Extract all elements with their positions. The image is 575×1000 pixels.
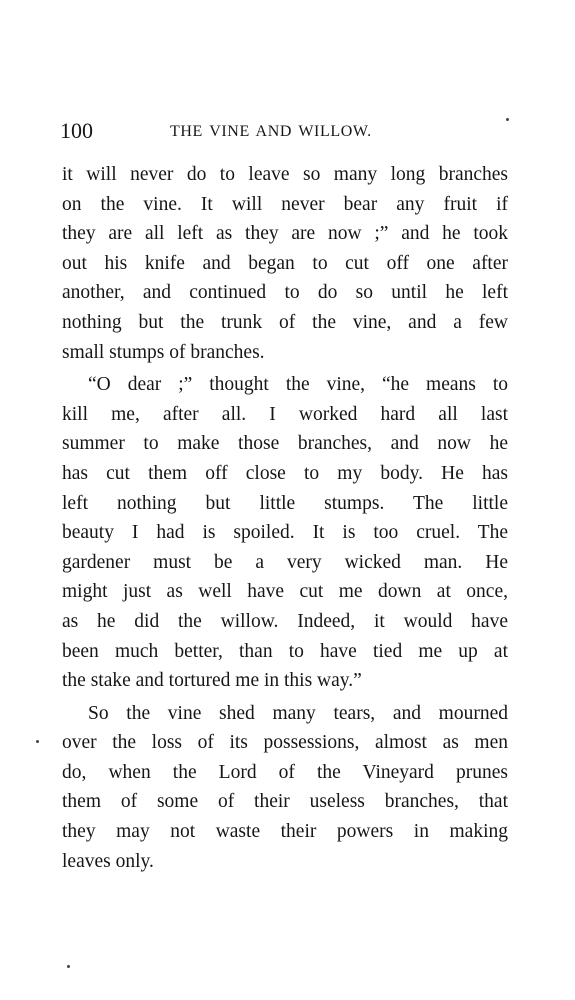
page-number: 100: [60, 118, 93, 143]
text-line: beauty I had is spoiled. It is too cruel. The: [62, 522, 508, 544]
text-line: out his knife and began to cut off one after: [62, 252, 508, 274]
text-line: gardener must be a very wicked man. He: [62, 551, 508, 573]
text-line: them of some of their useless branches, that: [62, 791, 508, 813]
text-line: has cut them off close to my body. He has: [62, 462, 508, 484]
text-line: might just as well have cut me down at once,: [62, 581, 508, 603]
text-line: they may not waste their powers in making: [62, 821, 508, 843]
text-line: summer to make those branches, and now he: [62, 433, 508, 455]
paper-speck: [36, 740, 39, 743]
text-line: nothing but the trunk of the vine, and a few: [62, 311, 508, 333]
paper-speck: [67, 965, 70, 968]
text-line: left nothing but little stumps. The little: [62, 492, 508, 514]
text-line: it will never do to leave so many long branches: [62, 164, 508, 185]
text-line: another, and continued to do so until he left: [62, 282, 508, 304]
text-line: over the loss of its possessions, almost as men: [62, 732, 508, 754]
body-text: [62, 160, 508, 876]
text-line: “O dear ;” thought the vine, “he means to: [88, 374, 508, 396]
paper-speck: [506, 118, 509, 121]
text-line: do, when the Lord of the Vineyard prunes: [62, 761, 508, 783]
running-title: THE VINE AND WILLOW.: [170, 123, 372, 140]
paragraph-1: [62, 160, 508, 367]
page-header: [60, 117, 520, 147]
text-line: on the vine. It will never bear any fruit if: [62, 193, 508, 215]
text-line: kill me, after all. I worked hard all last: [62, 403, 508, 425]
text-line: the stake and tortured me in this way.”: [62, 670, 362, 692]
paragraph-2: [62, 370, 508, 696]
text-line: been much better, than to have tied me up at: [62, 640, 508, 662]
paragraph-3: [62, 699, 508, 877]
text-line: as he did the willow. Indeed, it would have: [62, 610, 508, 632]
text-line: small stumps of branches.: [62, 341, 265, 363]
text-line: leaves only.: [62, 850, 154, 872]
text-line: they are all left as they are now ;” and he took: [62, 223, 508, 245]
text-line: So the vine shed many tears, and mourned: [88, 702, 508, 724]
